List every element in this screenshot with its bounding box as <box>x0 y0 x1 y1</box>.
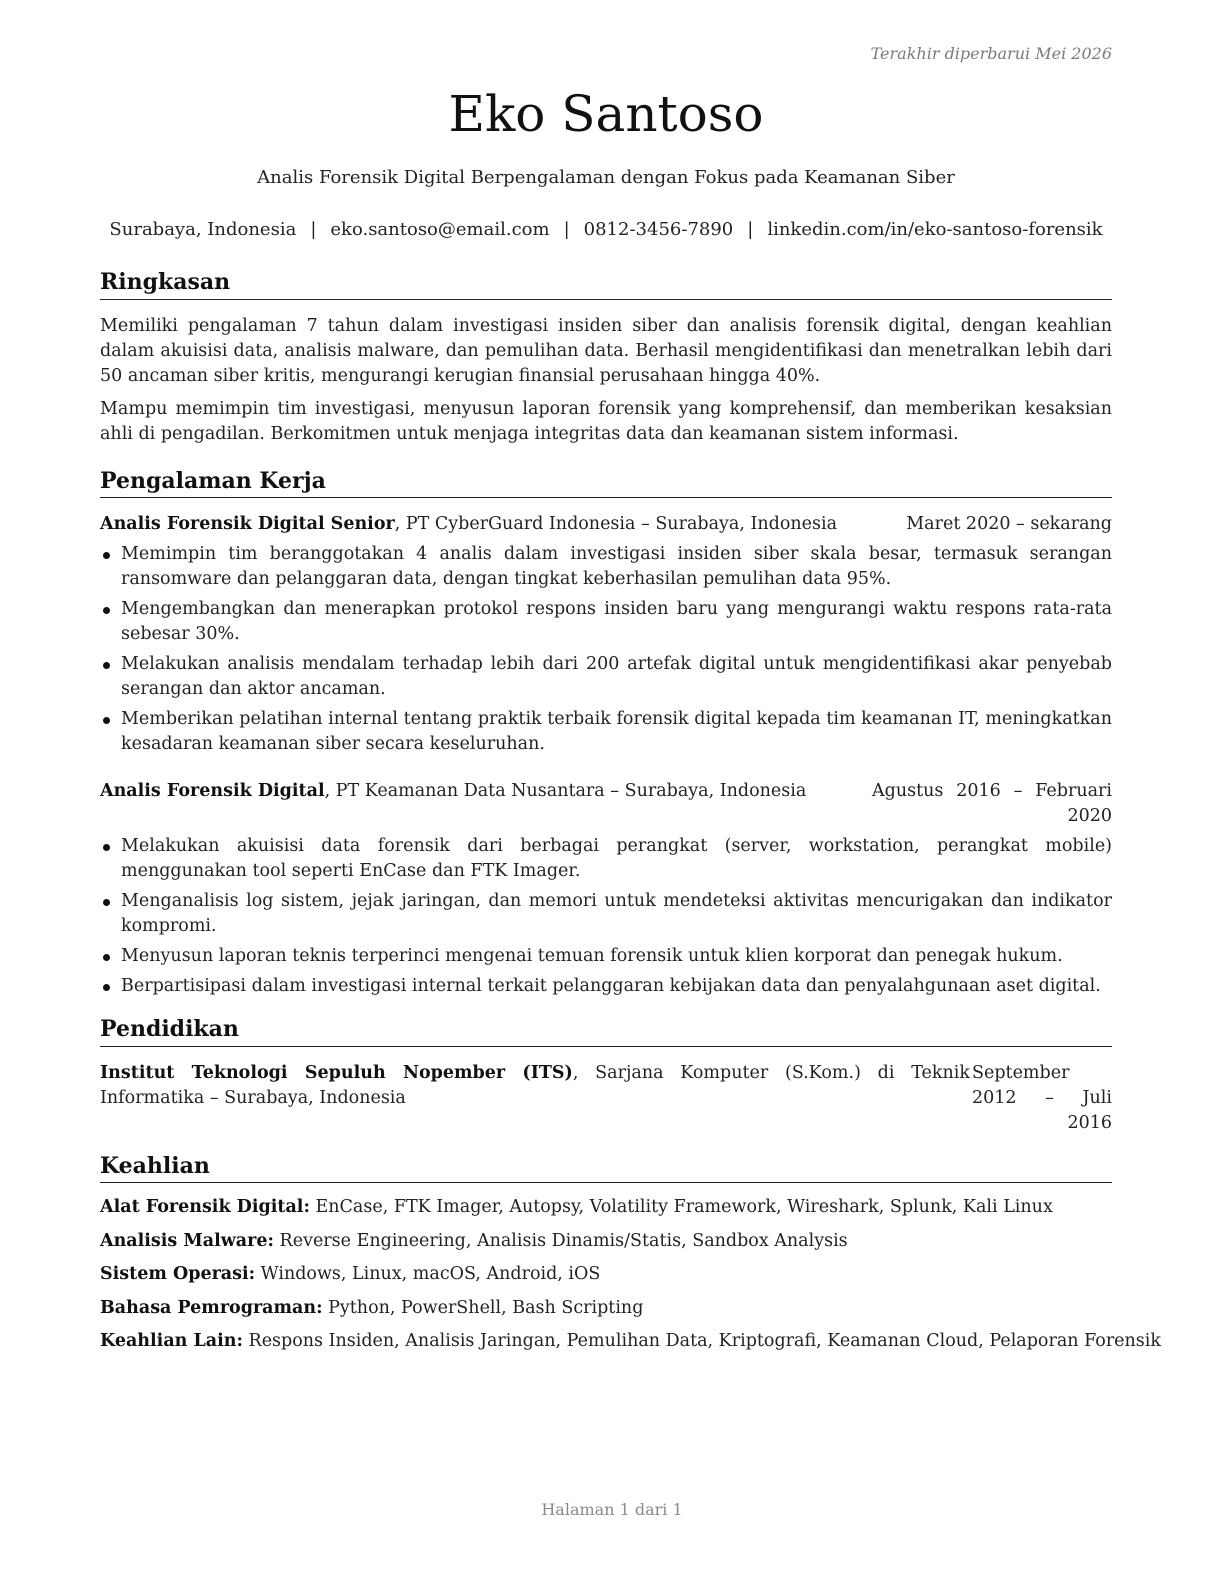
job-header <box>100 512 1112 537</box>
contact-separator: | <box>563 219 570 240</box>
skill-label: Keahlian Lain: <box>100 1331 243 1352</box>
job-bullet: Memberikan pelatihan internal tentang praktik terbaik forensik digital kepada tim keamanan IT, meningkatkan kesadaran keamanan siber secara keseluruhan. <box>100 707 1112 757</box>
job-bullets <box>100 542 1112 757</box>
job-company: , PT Keamanan Data Nusantara – Surabaya, Indonesia <box>324 781 807 802</box>
job-dates: Agustus 2016 – Februari 2020 <box>872 781 1112 827</box>
contact-phone: 0812-3456-7890 <box>583 219 734 240</box>
skill-row <box>100 1229 1112 1254</box>
skill-value: EnCase, FTK Imager, Autopsy, Volatility Framework, Wireshark, Splunk, Kali Linux <box>309 1197 1053 1218</box>
job-entry <box>100 512 1112 757</box>
education-section <box>100 1015 1112 1136</box>
section-title-experience: Pengalaman Kerja <box>100 467 1112 499</box>
job-entry <box>100 779 1112 999</box>
resume-content <box>100 268 1161 1363</box>
job-bullet: Menyusun laporan teknis terperinci mengenai temuan forensik untuk klien korporat dan penegak hukum. <box>100 944 1112 969</box>
contact-separator: | <box>310 219 317 240</box>
skill-row <box>100 1296 1112 1321</box>
contact-location: Surabaya, Indonesia <box>109 219 297 240</box>
skill-row <box>100 1195 1112 1220</box>
last-updated: Terakhir diperbarui Mei 2026 <box>870 44 1112 63</box>
summary-section <box>100 268 1112 447</box>
candidate-name: Eko Santoso <box>448 85 764 143</box>
job-bullets <box>100 834 1112 999</box>
skill-label: Bahasa Pemrograman: <box>100 1297 323 1318</box>
skill-row <box>100 1262 1112 1287</box>
skill-label: Sistem Operasi: <box>100 1264 256 1285</box>
job-bullet: Berpartisipasi dalam investigasi internal terkait pelanggaran kebijakan data dan penyalahgunaan aset digital. <box>100 974 1112 999</box>
skill-value: Respons Insiden, Analisis Jaringan, Pemulihan Data, Kriptografi, Keamanan Cloud, Pelaporan Forensik <box>242 1331 1161 1352</box>
job-header <box>100 779 1112 829</box>
summary-paragraph: Mampu memimpin tim investigasi, menyusun laporan forensik yang komprehensif, dan memberikan kesaksian ahli di pengadilan. Berkomitmen untuk menjaga integritas data dan keamanan sistem informasi. <box>100 398 1112 444</box>
contact-linkedin[interactable]: linkedin.com/in/eko-santoso-forensik <box>767 219 1103 240</box>
summary-body <box>100 314 1112 447</box>
contact-line <box>100 219 1112 240</box>
job-bullet: Menganalisis log sistem, jejak jaringan, dan memori untuk mendeteksi aktivitas mencurigakan dan indikator kompromi. <box>100 889 1112 939</box>
section-title-education: Pendidikan <box>100 1015 1112 1047</box>
contact-email[interactable]: eko.santoso@email.com <box>330 219 550 240</box>
education-entry <box>100 1061 1112 1136</box>
job-title-line <box>100 512 906 537</box>
skill-value: Python, PowerShell, Bash Scripting <box>322 1297 644 1318</box>
job-role: Analis Forensik Digital Senior <box>100 514 395 535</box>
job-bullet: Melakukan analisis mendalam terhadap lebih dari 200 artefak digital untuk mengidentifikasi akar penyebab serangan dan aktor ancaman. <box>100 652 1112 702</box>
page-number: Halaman 1 dari 1 <box>541 1500 683 1519</box>
section-title-summary: Ringkasan <box>100 268 1112 300</box>
contact-separator: | <box>747 219 754 240</box>
job-bullet: Mengembangkan dan menerapkan protokol respons insiden baru yang mengurangi waktu respons rata-rata sebesar 30%. <box>100 597 1112 647</box>
education-dates: September 2012 – Juli 2016 <box>972 1062 1112 1133</box>
education-school: Institut Teknologi Sepuluh Nopember (ITS) <box>100 1062 573 1083</box>
tagline: Analis Forensik Digital Berpengalaman dengan Fokus pada Keamanan Siber <box>257 167 955 188</box>
education-detail: , Sarjana Komputer (S.Kom.) di Teknik Informatika – Surabaya, Indonesia <box>100 1062 970 1108</box>
job-dates: Maret 2020 – sekarang <box>906 514 1112 535</box>
summary-paragraph: Memiliki pengalaman 7 tahun dalam investigasi insiden siber dan analisis forensik digital, dengan keahlian dalam akuisisi data, analisis malware, dan pemulihan data. Berhasil mengidentifikasi dan menetralkan lebih dari 50 ancaman siber kritis, mengurangi kerugian finansial perusahaan hingga 40%. <box>100 315 1112 386</box>
experience-section <box>100 467 1112 1000</box>
skill-value: Reverse Engineering, Analisis Dinamis/Statis, Sandbox Analysis <box>273 1230 848 1251</box>
job-bullet: Memimpin tim beranggotakan 4 analis dalam investigasi insiden siber skala besar, termasuk serangan ransomware dan pelanggaran data, dengan tingkat keberhasilan pemulihan data 95%. <box>100 542 1112 592</box>
education-line <box>100 1061 970 1111</box>
skill-label: Alat Forensik Digital: <box>100 1197 310 1218</box>
skill-value: Windows, Linux, macOS, Android, iOS <box>255 1264 601 1285</box>
skill-row <box>100 1329 1161 1354</box>
section-title-skills: Keahlian <box>100 1152 1112 1184</box>
job-company: , PT CyberGuard Indonesia – Surabaya, Indonesia <box>394 514 838 535</box>
skills-list <box>100 1195 1161 1354</box>
skills-section <box>100 1152 1161 1355</box>
job-title-line <box>100 779 872 804</box>
skill-label: Analisis Malware: <box>100 1230 274 1251</box>
job-role: Analis Forensik Digital <box>100 781 325 802</box>
job-bullet: Melakukan akuisisi data forensik dari berbagai perangkat (server, workstation, perangkat mobile) menggunakan tool seperti EnCase dan FTK Imager. <box>100 834 1112 884</box>
